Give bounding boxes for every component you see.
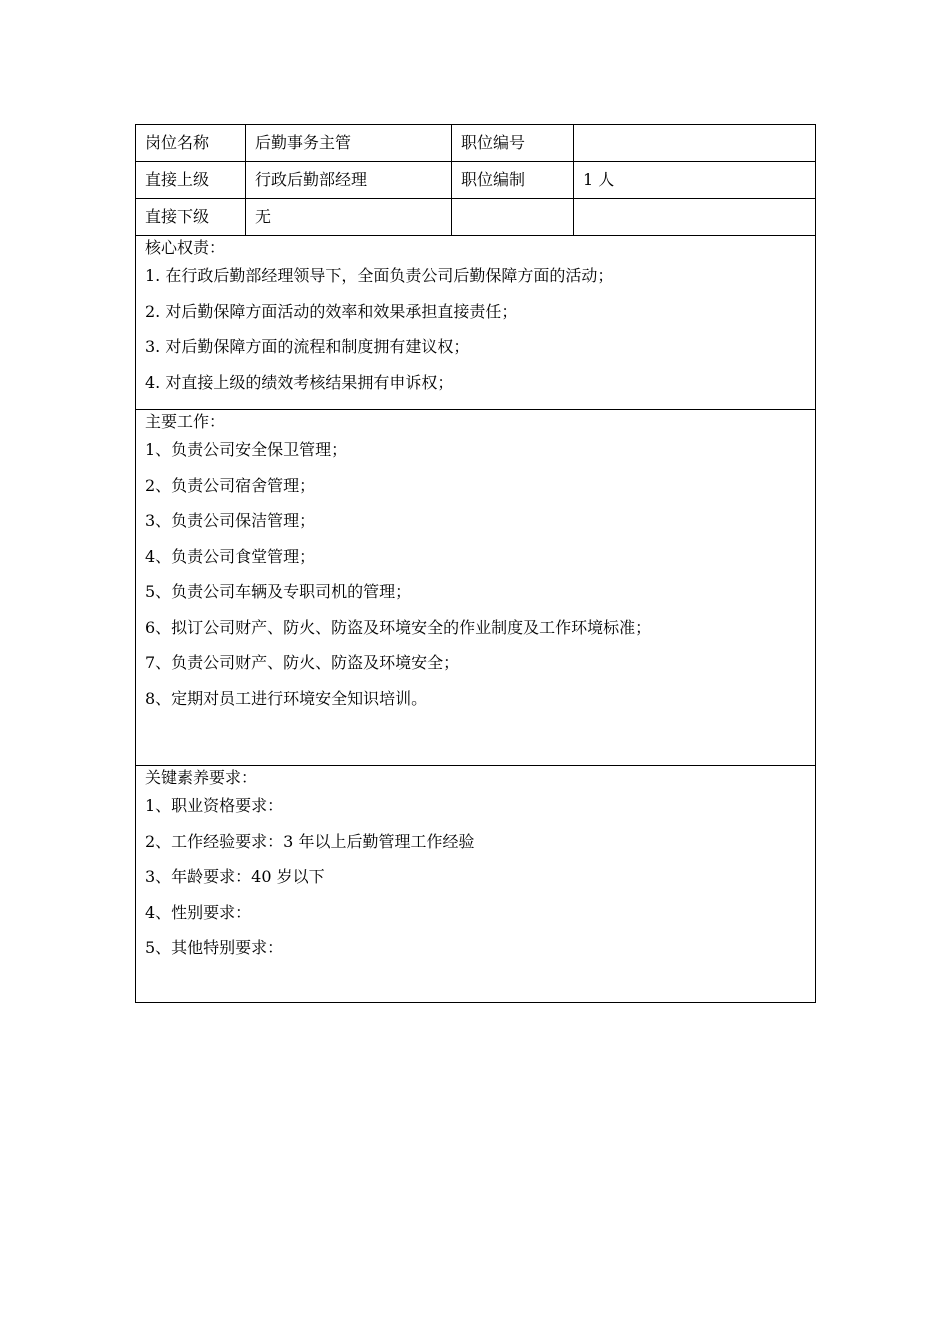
list-item: 2. 对后勤保障方面活动的效率和效果承担直接责任； xyxy=(145,301,518,321)
value-position-name: 后勤事务主管 xyxy=(246,125,452,162)
value-position-code xyxy=(574,125,816,162)
list-item: 1、负责公司安全保卫管理； xyxy=(145,440,348,459)
list-item: 4. 对直接上级的绩效考核结果拥有申诉权； xyxy=(145,372,454,392)
value-direct-subordinate: 无 xyxy=(246,199,452,236)
list-item: 5、负责公司车辆及专职司机的管理； xyxy=(145,582,412,601)
job-table xyxy=(135,124,816,1003)
label-direct-subordinate: 直接下级 xyxy=(136,199,246,236)
core-responsibilities-section xyxy=(136,236,816,410)
list-item: 3、年龄要求：40 岁以下 xyxy=(145,867,325,886)
value-headcount: 1 人 xyxy=(574,162,816,199)
key-requirements-row xyxy=(136,766,816,1003)
list-item: 3. 对后勤保障方面的流程和制度拥有建议权； xyxy=(145,337,470,356)
list-item: 2、负责公司宿舍管理； xyxy=(145,475,316,495)
list-item: 7、负责公司财产、防火、防盗及环境安全； xyxy=(145,653,460,672)
list-item: 1、职业资格要求： xyxy=(145,796,284,815)
section-title: 主要工作： xyxy=(145,412,226,431)
main-work-row xyxy=(136,410,816,766)
list-item: 1. 在行政后勤部经理领导下，全面负责公司后勤保障方面的活动； xyxy=(145,266,614,285)
list-item: 2、工作经验要求：3 年以上后勤管理工作经验 xyxy=(145,831,475,851)
table-row xyxy=(136,162,816,199)
main-work-section xyxy=(136,410,816,766)
table-row xyxy=(136,199,816,236)
empty-cell xyxy=(574,199,816,236)
list-item: 8、定期对员工进行环境安全知识培训。 xyxy=(145,688,428,708)
list-item: 3、负责公司保洁管理； xyxy=(145,511,316,530)
list-item: 4、负责公司食堂管理； xyxy=(145,546,316,566)
list-item: 5、其他特别要求： xyxy=(145,938,284,957)
value-direct-superior: 行政后勤部经理 xyxy=(246,162,452,199)
core-responsibilities-row xyxy=(136,236,816,410)
empty-cell xyxy=(452,199,574,236)
label-position-code: 职位编号 xyxy=(452,125,574,162)
table-row xyxy=(136,125,816,162)
list-item: 6、拟订公司财产、防火、防盗及环境安全的作业制度及工作环境标准； xyxy=(145,617,652,637)
label-headcount: 职位编制 xyxy=(452,162,574,199)
section-title: 核心权责： xyxy=(145,238,226,257)
job-description-document xyxy=(135,124,815,1003)
list-item: 4、性别要求： xyxy=(145,902,252,922)
label-position-name: 岗位名称 xyxy=(136,125,246,162)
label-direct-superior: 直接上级 xyxy=(136,162,246,199)
key-requirements-section xyxy=(136,766,816,1003)
section-title: 关键素养要求： xyxy=(145,768,258,787)
